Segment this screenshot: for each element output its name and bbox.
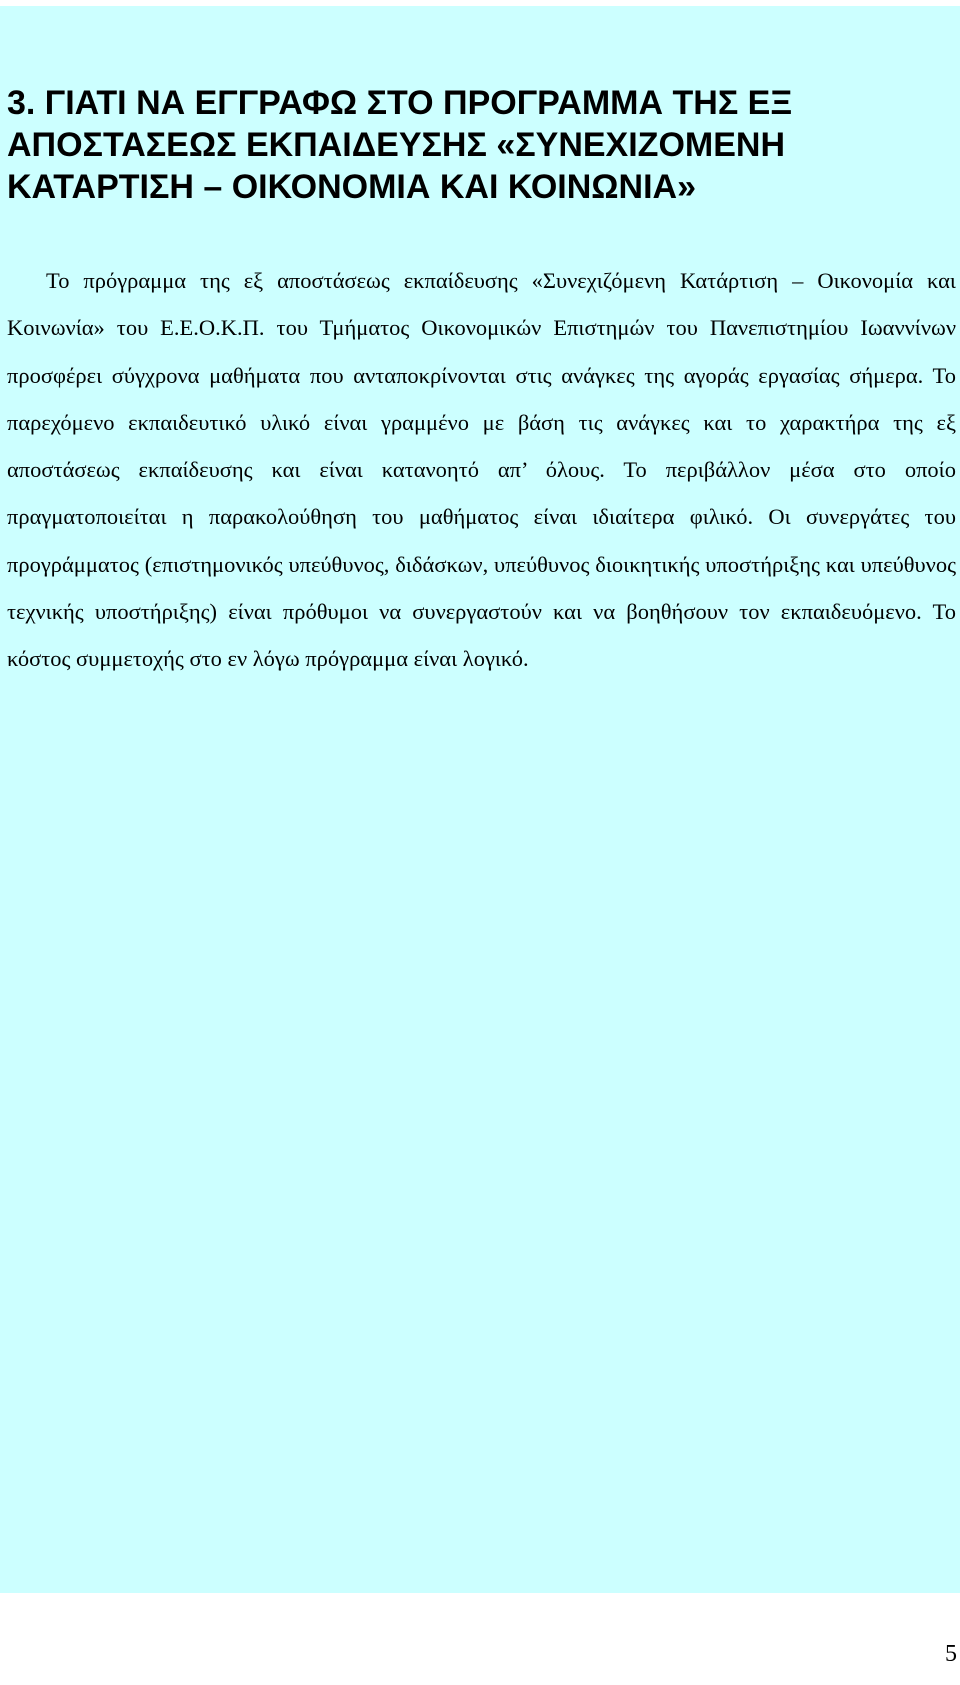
section-heading: 3. ΓΙΑΤΙ ΝΑ ΕΓΓΡΑΦΩ ΣΤΟ ΠΡΟΓΡΑΜΜΑ ΤΗΣ ΕΞ ΑΠΟΣΤΑΣΕΩΣ ΕΚΠΑΙΔΕΥΣΗΣ «ΣΥΝΕΧΙΖΟΜΕΝΗ ΚΑΤΑΡΤΙΣΗ – ΟΙΚΟΝΟΜΙΑ ΚΑΙ ΚΟΙΝΩΝΙΑ»: [7, 84, 793, 206]
content-panel: [0, 6, 960, 1593]
body-paragraph: Το πρόγραμμα της εξ αποστάσεως εκπαίδευσης «Συνεχιζόμενη Κατάρτιση – Οικονομία και Κοινωνία» του Ε.Ε.Ο.Κ.Π. του Τμήματος Οικονομικών Επιστημών του Πανεπιστημίου Ιωαννίνων προσφέρει σύγχρονα μαθήματα που ανταποκρίνονται στις ανάγκες της αγοράς εργασίας σήμερα. Το παρεχόμενο εκπαιδευτικό υλικό είναι γραμμένο με βάση τις ανάγκες και το χαρακτήρα της εξ αποστάσεως εκπαίδευσης και είναι κατανοητό απ’ όλους. Το περιβάλλον μέσα στο οποίο πραγματοποιείται η παρακολούθηση του μαθήματος είναι ιδιαίτερα φιλικό. Οι συνεργάτες του προγράμματος (επιστημονικός υπεύθυνος, διδάσκων, υπεύθυνος διοικητικής υποστήριξης και υπεύθυνος τεχνικής υποστήριξης) είναι πρόθυμοι να συνεργαστούν και να βοηθήσουν τον εκπαιδευόμενο. Το κόστος συμμετοχής στο εν λόγω πρόγραμμα είναι λογικό.: [7, 268, 956, 672]
page-number: 5: [945, 1641, 957, 1667]
